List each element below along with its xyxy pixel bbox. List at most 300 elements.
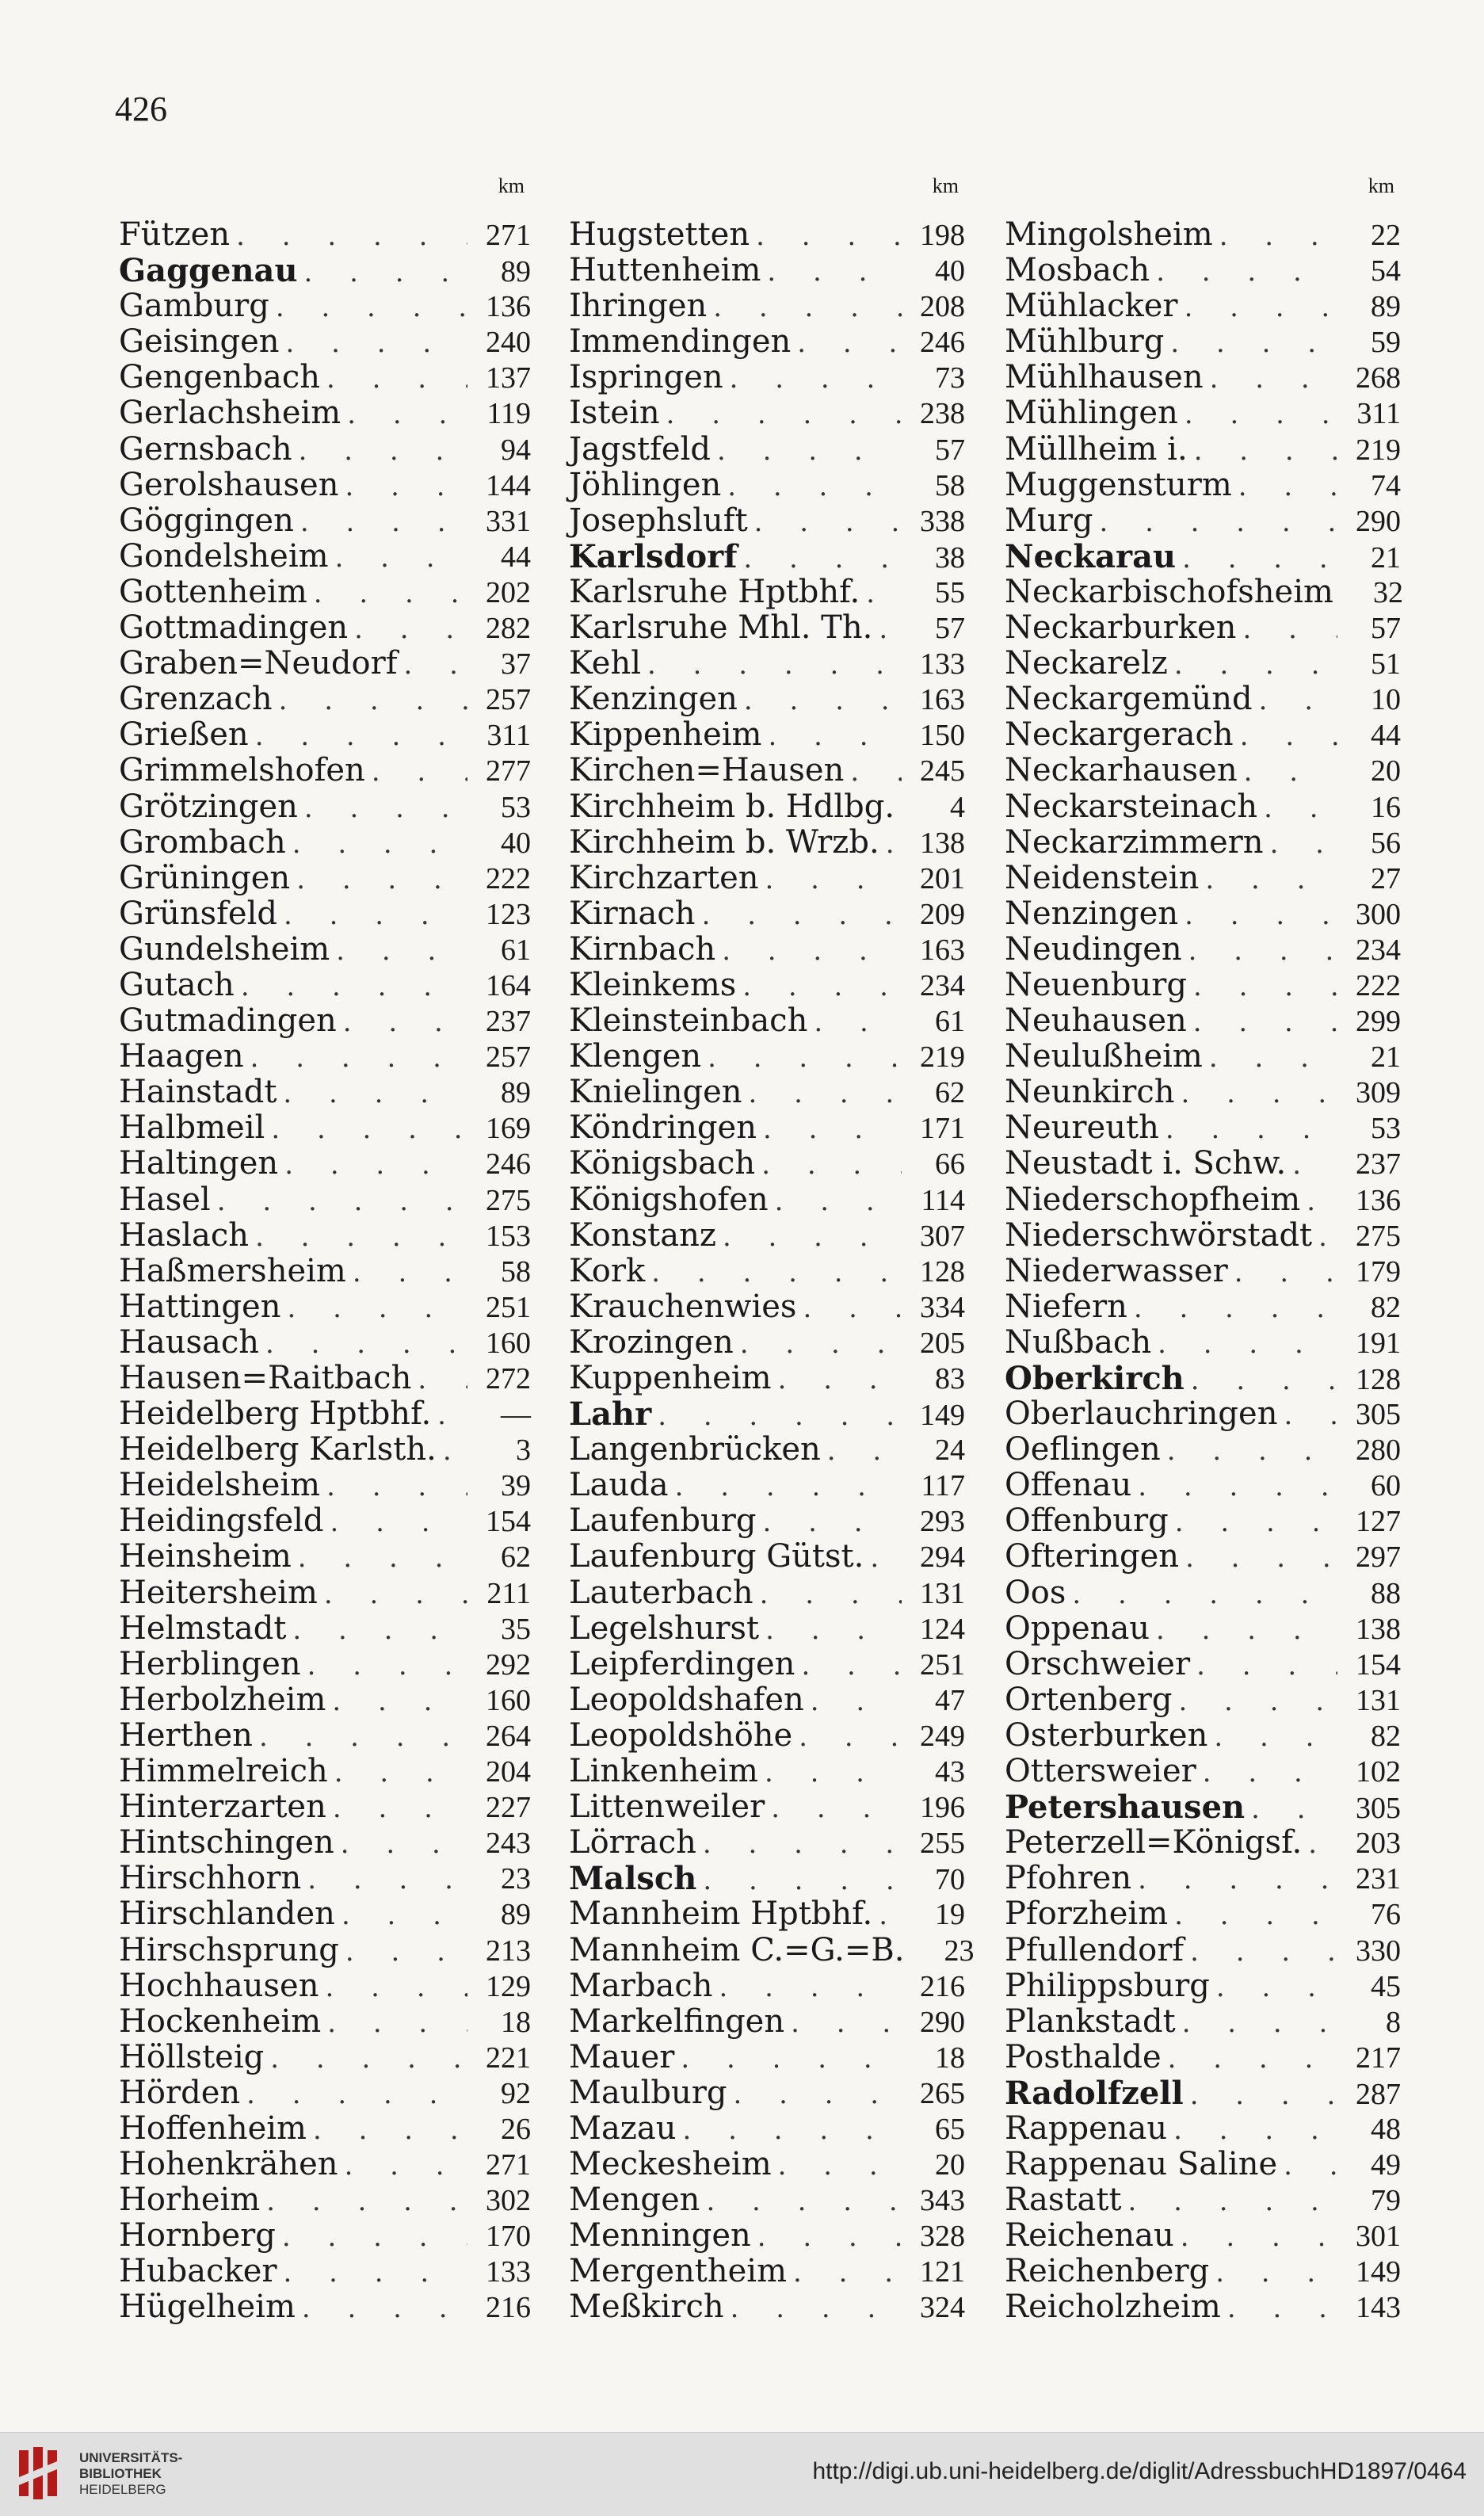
list-item	[119, 1396, 531, 1432]
leader-dots	[1167, 2113, 1337, 2148]
distance-km: 196	[920, 1791, 965, 1825]
distance-km: 20	[1371, 754, 1401, 788]
leader-dots	[273, 683, 467, 719]
distance-km: 251	[920, 1647, 965, 1682]
distance-km: 65	[935, 2112, 965, 2146]
list-item	[569, 1539, 965, 1575]
leader-dots	[696, 1863, 902, 1899]
station-name: Kirchzarten	[569, 859, 759, 896]
leader-dots	[1151, 1327, 1337, 1362]
list-item	[569, 1396, 965, 1432]
list-item	[1005, 1289, 1401, 1325]
leader-dots	[286, 827, 467, 862]
station-name: Göggingen	[119, 502, 294, 539]
leader-dots	[758, 1755, 902, 1791]
list-item	[119, 1896, 531, 1932]
list-item	[1005, 1754, 1401, 1789]
leader-dots	[1131, 1862, 1337, 1898]
distance-km: 92	[501, 2076, 531, 2110]
distance-km: 44	[1371, 719, 1401, 753]
station-name: Neureuth	[1005, 1109, 1159, 1147]
distance-km: 39	[501, 1469, 531, 1503]
distance-km: 32	[1372, 575, 1403, 609]
list-item	[1005, 1075, 1401, 1110]
station-name: Hoffenheim	[119, 2109, 307, 2147]
station-name: Hasel	[119, 1181, 211, 1218]
leader-dots	[674, 2041, 902, 2077]
list-item	[119, 1003, 531, 1039]
station-name: Plankstadt	[1005, 2002, 1176, 2040]
station-name: Josephsluft	[569, 502, 748, 539]
leader-dots	[895, 791, 902, 827]
list-item	[1005, 1110, 1401, 1146]
leader-dots	[1159, 1112, 1337, 1147]
list-item	[569, 2289, 965, 2325]
library-line-3: HEIDELBERG	[79, 2482, 166, 2497]
distance-km: 257	[486, 1040, 531, 1075]
station-name: Konstanz	[569, 1216, 716, 1254]
list-item	[119, 646, 531, 681]
list-item	[119, 1611, 531, 1647]
distance-km: 307	[920, 1219, 965, 1253]
station-name: Gernsbach	[119, 430, 292, 468]
station-name: Grüningen	[119, 859, 291, 896]
distance-km: 133	[486, 2255, 531, 2289]
distance-km: 154	[1356, 1647, 1401, 1682]
list-item	[1005, 2254, 1401, 2289]
station-name: Gerlachsheim	[119, 395, 341, 432]
list-item	[1005, 1432, 1401, 1468]
list-item	[1005, 789, 1401, 825]
list-item	[569, 2182, 965, 2218]
distance-km: 311	[1356, 397, 1401, 431]
station-name: Mühlingen	[1005, 395, 1178, 432]
leader-dots	[844, 754, 902, 790]
station-name: Grenzach	[119, 681, 273, 718]
list-item	[119, 1182, 531, 1218]
distance-km: 170	[486, 2220, 531, 2254]
leader-dots	[1277, 2148, 1337, 2184]
list-item	[569, 1861, 965, 1896]
list-item	[569, 2111, 965, 2147]
distance-km: 311	[486, 719, 531, 753]
leader-dots	[264, 2041, 467, 2077]
leader-dots	[1221, 2291, 1337, 2327]
station-name: Marbach	[569, 1967, 713, 2004]
leader-dots	[761, 254, 902, 290]
leader-dots	[278, 1147, 467, 1183]
list-item	[1005, 1503, 1401, 1539]
leader-dots	[329, 540, 467, 576]
leader-dots	[1253, 683, 1337, 719]
list-item	[119, 575, 531, 610]
leader-dots	[277, 2255, 467, 2291]
station-name: Gottmadingen	[119, 609, 349, 647]
station-name: Ortenberg	[1005, 1681, 1173, 1718]
station-name: Legelshurst	[569, 1609, 760, 1647]
leader-dots	[301, 1862, 467, 1898]
list-item	[1005, 2147, 1401, 2182]
list-item	[119, 1825, 531, 1861]
distance-km: 53	[501, 790, 531, 824]
list-item	[1005, 253, 1401, 288]
leader-dots	[1228, 1255, 1337, 1291]
distance-km: 290	[920, 2005, 965, 2039]
list-item	[119, 2218, 531, 2254]
list-item	[569, 753, 965, 788]
station-name: Graben=Neudorf	[119, 645, 398, 682]
distance-km: 57	[935, 433, 965, 467]
station-name: Knielingen	[569, 1074, 742, 1111]
distance-km: 257	[486, 683, 531, 717]
station-name: Haagen	[119, 1038, 244, 1075]
station-name: Hattingen	[119, 1288, 281, 1325]
station-name: Neckarau	[1005, 537, 1177, 575]
leader-dots	[753, 1577, 902, 1613]
station-name: Mergentheim	[569, 2253, 788, 2290]
list-item	[569, 2218, 965, 2254]
station-name: Krozingen	[569, 1323, 734, 1361]
distance-km: 58	[935, 468, 965, 502]
station-name: Oos	[1005, 1574, 1066, 1611]
station-name: Gerolshausen	[119, 466, 339, 503]
leader-dots	[715, 933, 902, 969]
distance-km: 60	[1371, 1469, 1401, 1503]
station-name: Heidelsheim	[119, 1467, 321, 1504]
list-item	[119, 789, 531, 825]
list-item	[569, 1254, 965, 1289]
distance-km: 144	[486, 468, 531, 502]
station-name: Lahr	[569, 1395, 652, 1434]
list-item	[569, 896, 965, 932]
distance-km: 169	[486, 1112, 531, 1146]
leader-dots	[904, 1934, 910, 1970]
distance-km: 38	[935, 540, 965, 575]
distance-km: 164	[486, 968, 531, 1002]
leader-dots	[1164, 326, 1337, 361]
leader-dots	[736, 969, 902, 1005]
station-name: Hausen=Raitbach	[119, 1360, 412, 1396]
list-item	[1005, 468, 1401, 503]
leader-dots	[1196, 1755, 1337, 1791]
station-name: Hockenheim	[119, 2002, 322, 2040]
leader-dots	[1127, 1291, 1337, 1327]
list-item	[569, 1718, 965, 1754]
station-name: Lauda	[569, 1467, 669, 1504]
list-item	[119, 1218, 531, 1254]
leader-dots	[269, 290, 467, 326]
distance-km: 294	[920, 1541, 965, 1575]
leader-dots	[1300, 1184, 1337, 1220]
leader-dots	[807, 1005, 902, 1040]
distance-km: 82	[1371, 1290, 1401, 1324]
distance-km: 264	[486, 1719, 531, 1753]
station-name: Herbolzheim	[119, 1681, 326, 1718]
leader-dots	[784, 2006, 902, 2041]
leader-dots	[724, 2291, 902, 2327]
leader-dots	[772, 2148, 902, 2184]
list-item	[1005, 503, 1401, 539]
source-url-link[interactable]: http://digi.ub.uni-heidelberg.de/diglit/AdressbuchHD1897/0464	[812, 2458, 1467, 2484]
leader-dots	[791, 326, 902, 361]
leader-dots	[1150, 1613, 1337, 1648]
station-name: Neustadt i. Schw.	[1005, 1145, 1287, 1182]
distance-km: 171	[920, 1112, 965, 1146]
list-item	[1005, 1968, 1401, 2004]
list-item	[1005, 1539, 1401, 1575]
leader-dots	[1264, 827, 1337, 862]
list-item	[119, 825, 531, 861]
station-name: Kuppenheim	[569, 1360, 772, 1396]
distance-km: 191	[1356, 1326, 1401, 1360]
station-name: Peterzell=Königsf.	[1005, 1824, 1303, 1861]
leader-dots	[727, 2077, 902, 2113]
distance-km: 300	[1356, 897, 1401, 931]
station-name: Laufenburg Gütst.	[569, 1538, 864, 1575]
station-name: Immendingen	[569, 323, 792, 361]
distance-km: 292	[486, 1647, 531, 1682]
leader-dots	[696, 898, 902, 933]
station-name: Offenburg	[1005, 1502, 1169, 1540]
station-name: Gondelsheim	[119, 537, 329, 575]
station-name: Hainstadt	[119, 1074, 277, 1111]
distance-km: 154	[486, 1505, 531, 1539]
station-name: Helmstadt	[119, 1609, 287, 1647]
leader-dots	[398, 647, 467, 683]
list-item	[1005, 539, 1401, 575]
station-name: Hugstetten	[569, 216, 750, 253]
list-item	[569, 1647, 965, 1682]
station-name: Krauchenwies	[569, 1288, 797, 1325]
station-name: Hausach	[119, 1323, 260, 1361]
station-name: Hintschingen	[119, 1824, 334, 1861]
list-item	[569, 1325, 965, 1361]
leader-dots	[339, 1934, 467, 1970]
list-item	[1005, 646, 1401, 681]
library-name	[79, 2450, 182, 2498]
list-item	[1005, 1396, 1401, 1432]
station-name: Rastatt	[1005, 2182, 1122, 2219]
leader-dots	[701, 1040, 902, 1076]
list-item	[569, 1110, 965, 1146]
leader-dots	[1187, 969, 1337, 1005]
list-item	[1005, 1254, 1401, 1289]
station-name: Mosbach	[1005, 252, 1150, 289]
km-header: km	[932, 174, 959, 197]
list-item	[1005, 2111, 1401, 2147]
list-item	[1005, 717, 1401, 753]
list-item	[569, 968, 965, 1003]
leader-dots	[296, 2291, 467, 2327]
list-item	[1005, 1325, 1401, 1361]
list-item	[1005, 1611, 1401, 1647]
station-name: Klengen	[569, 1038, 702, 1075]
distance-km: 27	[1371, 861, 1401, 895]
distance-km: 251	[486, 1290, 531, 1324]
leader-dots	[1121, 2184, 1337, 2220]
station-name: Neckarburken	[1005, 609, 1237, 647]
leader-dots	[1188, 433, 1337, 469]
station-name: Hirschsprung	[119, 1931, 339, 1968]
leader-dots	[713, 1970, 902, 2006]
distance-km: 277	[486, 754, 531, 788]
list-item	[119, 288, 531, 324]
distance-km: 4	[950, 790, 965, 824]
station-name: Jagstfeld	[569, 430, 711, 468]
station-name: Littenweiler	[569, 1789, 765, 1826]
leader-dots	[864, 1541, 902, 1576]
leader-dots	[860, 576, 902, 612]
leader-dots	[1238, 754, 1337, 790]
station-name: Kippenheim	[569, 716, 762, 754]
station-name: Neckarhausen	[1005, 752, 1238, 789]
distance-km: 201	[920, 861, 965, 895]
list-item	[1005, 681, 1401, 717]
list-item	[119, 1432, 531, 1468]
leader-dots	[321, 2006, 467, 2041]
list-item	[569, 1503, 965, 1539]
list-item	[569, 432, 965, 468]
station-name: Gutach	[119, 966, 235, 1003]
leader-dots	[431, 1398, 467, 1434]
distance-km: 222	[1356, 968, 1401, 1002]
distance-km: 40	[935, 254, 965, 288]
station-name: Ottersweier	[1005, 1753, 1196, 1790]
list-item	[119, 324, 531, 360]
distance-km: 44	[501, 540, 531, 574]
distance-km: 150	[920, 719, 965, 753]
station-name: Oberkirch	[1005, 1360, 1185, 1397]
leader-dots	[294, 505, 467, 540]
distance-km: 21	[1371, 540, 1401, 575]
station-name: Niederschopfheim	[1005, 1181, 1301, 1218]
distance-km: 128	[920, 1254, 965, 1289]
station-name: Halbmeil	[119, 1109, 265, 1147]
station-name: Kirnach	[569, 895, 696, 932]
leader-dots	[1175, 1076, 1337, 1112]
list-item	[569, 360, 965, 395]
list-item	[1005, 217, 1401, 253]
list-item	[1005, 753, 1401, 788]
list-item	[119, 1933, 531, 1968]
distance-km: 305	[1356, 1398, 1401, 1432]
leader-dots	[737, 541, 902, 577]
distance-km: 79	[1371, 2184, 1401, 2218]
leader-dots	[1333, 576, 1340, 612]
leader-dots	[320, 1469, 467, 1505]
station-name: Neuhausen	[1005, 1002, 1187, 1040]
distance-km: 213	[486, 1934, 531, 1968]
distance-km: 70	[935, 1863, 965, 1897]
station-name: Hirschlanden	[119, 1896, 335, 1933]
distance-km: 83	[935, 1362, 965, 1395]
list-item	[119, 2182, 531, 2218]
leader-dots	[761, 719, 902, 754]
distance-km: 309	[1356, 1076, 1401, 1110]
station-name: Hügelheim	[119, 2289, 296, 2326]
leader-dots	[738, 683, 902, 719]
station-name: Lauterbach	[569, 1574, 753, 1611]
distance-km: 21	[1371, 1040, 1401, 1075]
leader-dots	[1207, 1720, 1337, 1755]
distance-km: 89	[501, 1076, 531, 1110]
distance-km: 136	[486, 290, 531, 324]
leader-dots	[1184, 2078, 1337, 2113]
distance-km: 334	[920, 1290, 965, 1324]
leader-dots	[244, 1040, 467, 1076]
leader-dots	[1185, 1363, 1337, 1399]
list-item	[569, 2004, 965, 2040]
list-item	[119, 968, 531, 1003]
station-name: Pfohren	[1005, 1860, 1132, 1897]
leader-dots	[879, 827, 902, 862]
distance-km: 61	[501, 933, 531, 967]
station-name: Kork	[569, 1252, 646, 1289]
station-name: Leopoldshafen	[569, 1681, 804, 1718]
leader-dots	[1178, 898, 1337, 933]
leader-dots	[240, 2077, 467, 2113]
leader-dots	[669, 1469, 902, 1505]
distance-km: 43	[935, 1755, 965, 1789]
station-name: Kirchheim b. Wrzb.	[569, 823, 879, 861]
station-name: Niefern	[1005, 1288, 1127, 1325]
list-item	[119, 1325, 531, 1361]
distance-km: 51	[1371, 647, 1401, 681]
list-item	[1005, 324, 1401, 360]
list-item	[569, 324, 965, 360]
distance-km: 136	[1356, 1183, 1401, 1217]
station-name: Rappenau	[1005, 2109, 1168, 2147]
station-name: Neuenburg	[1005, 966, 1187, 1003]
list-item	[119, 1039, 531, 1075]
distance-km: 338	[920, 504, 965, 538]
distance-km: 205	[920, 1326, 965, 1360]
list-item	[1005, 1861, 1401, 1896]
leader-dots	[1312, 1220, 1337, 1255]
station-name: Menningen	[569, 2217, 751, 2254]
list-item	[119, 1789, 531, 1825]
list-item	[119, 610, 531, 646]
km-header: km	[1368, 174, 1394, 197]
list-item	[119, 1575, 531, 1611]
leader-dots	[660, 397, 902, 433]
leader-dots	[696, 1827, 902, 1862]
list-item	[569, 1575, 965, 1611]
leader-dots	[750, 219, 902, 254]
station-name: Nußbach	[1005, 1323, 1152, 1361]
station-name: Grünsfeld	[119, 895, 277, 932]
distance-km: 45	[1371, 1969, 1401, 2003]
list-item	[1005, 2218, 1401, 2254]
leader-dots	[641, 647, 902, 683]
list-item	[119, 217, 531, 253]
distance-km: 330	[1356, 1934, 1401, 1968]
leader-dots	[334, 1827, 467, 1862]
distance-km: 219	[1356, 433, 1401, 467]
list-item	[1005, 610, 1401, 646]
list-item	[569, 1146, 965, 1182]
list-item	[119, 1468, 531, 1503]
leader-dots	[280, 1291, 467, 1327]
distance-km: 55	[935, 575, 965, 609]
distance-km: 62	[935, 1076, 965, 1110]
leader-dots	[1176, 541, 1337, 577]
distance-km: 282	[486, 612, 531, 646]
distance-km: 216	[920, 1969, 965, 2003]
station-name: Reichenau	[1005, 2217, 1174, 2254]
distance-km: 163	[920, 933, 965, 967]
library-line-1: UNIVERSITÄTS-	[79, 2450, 183, 2465]
